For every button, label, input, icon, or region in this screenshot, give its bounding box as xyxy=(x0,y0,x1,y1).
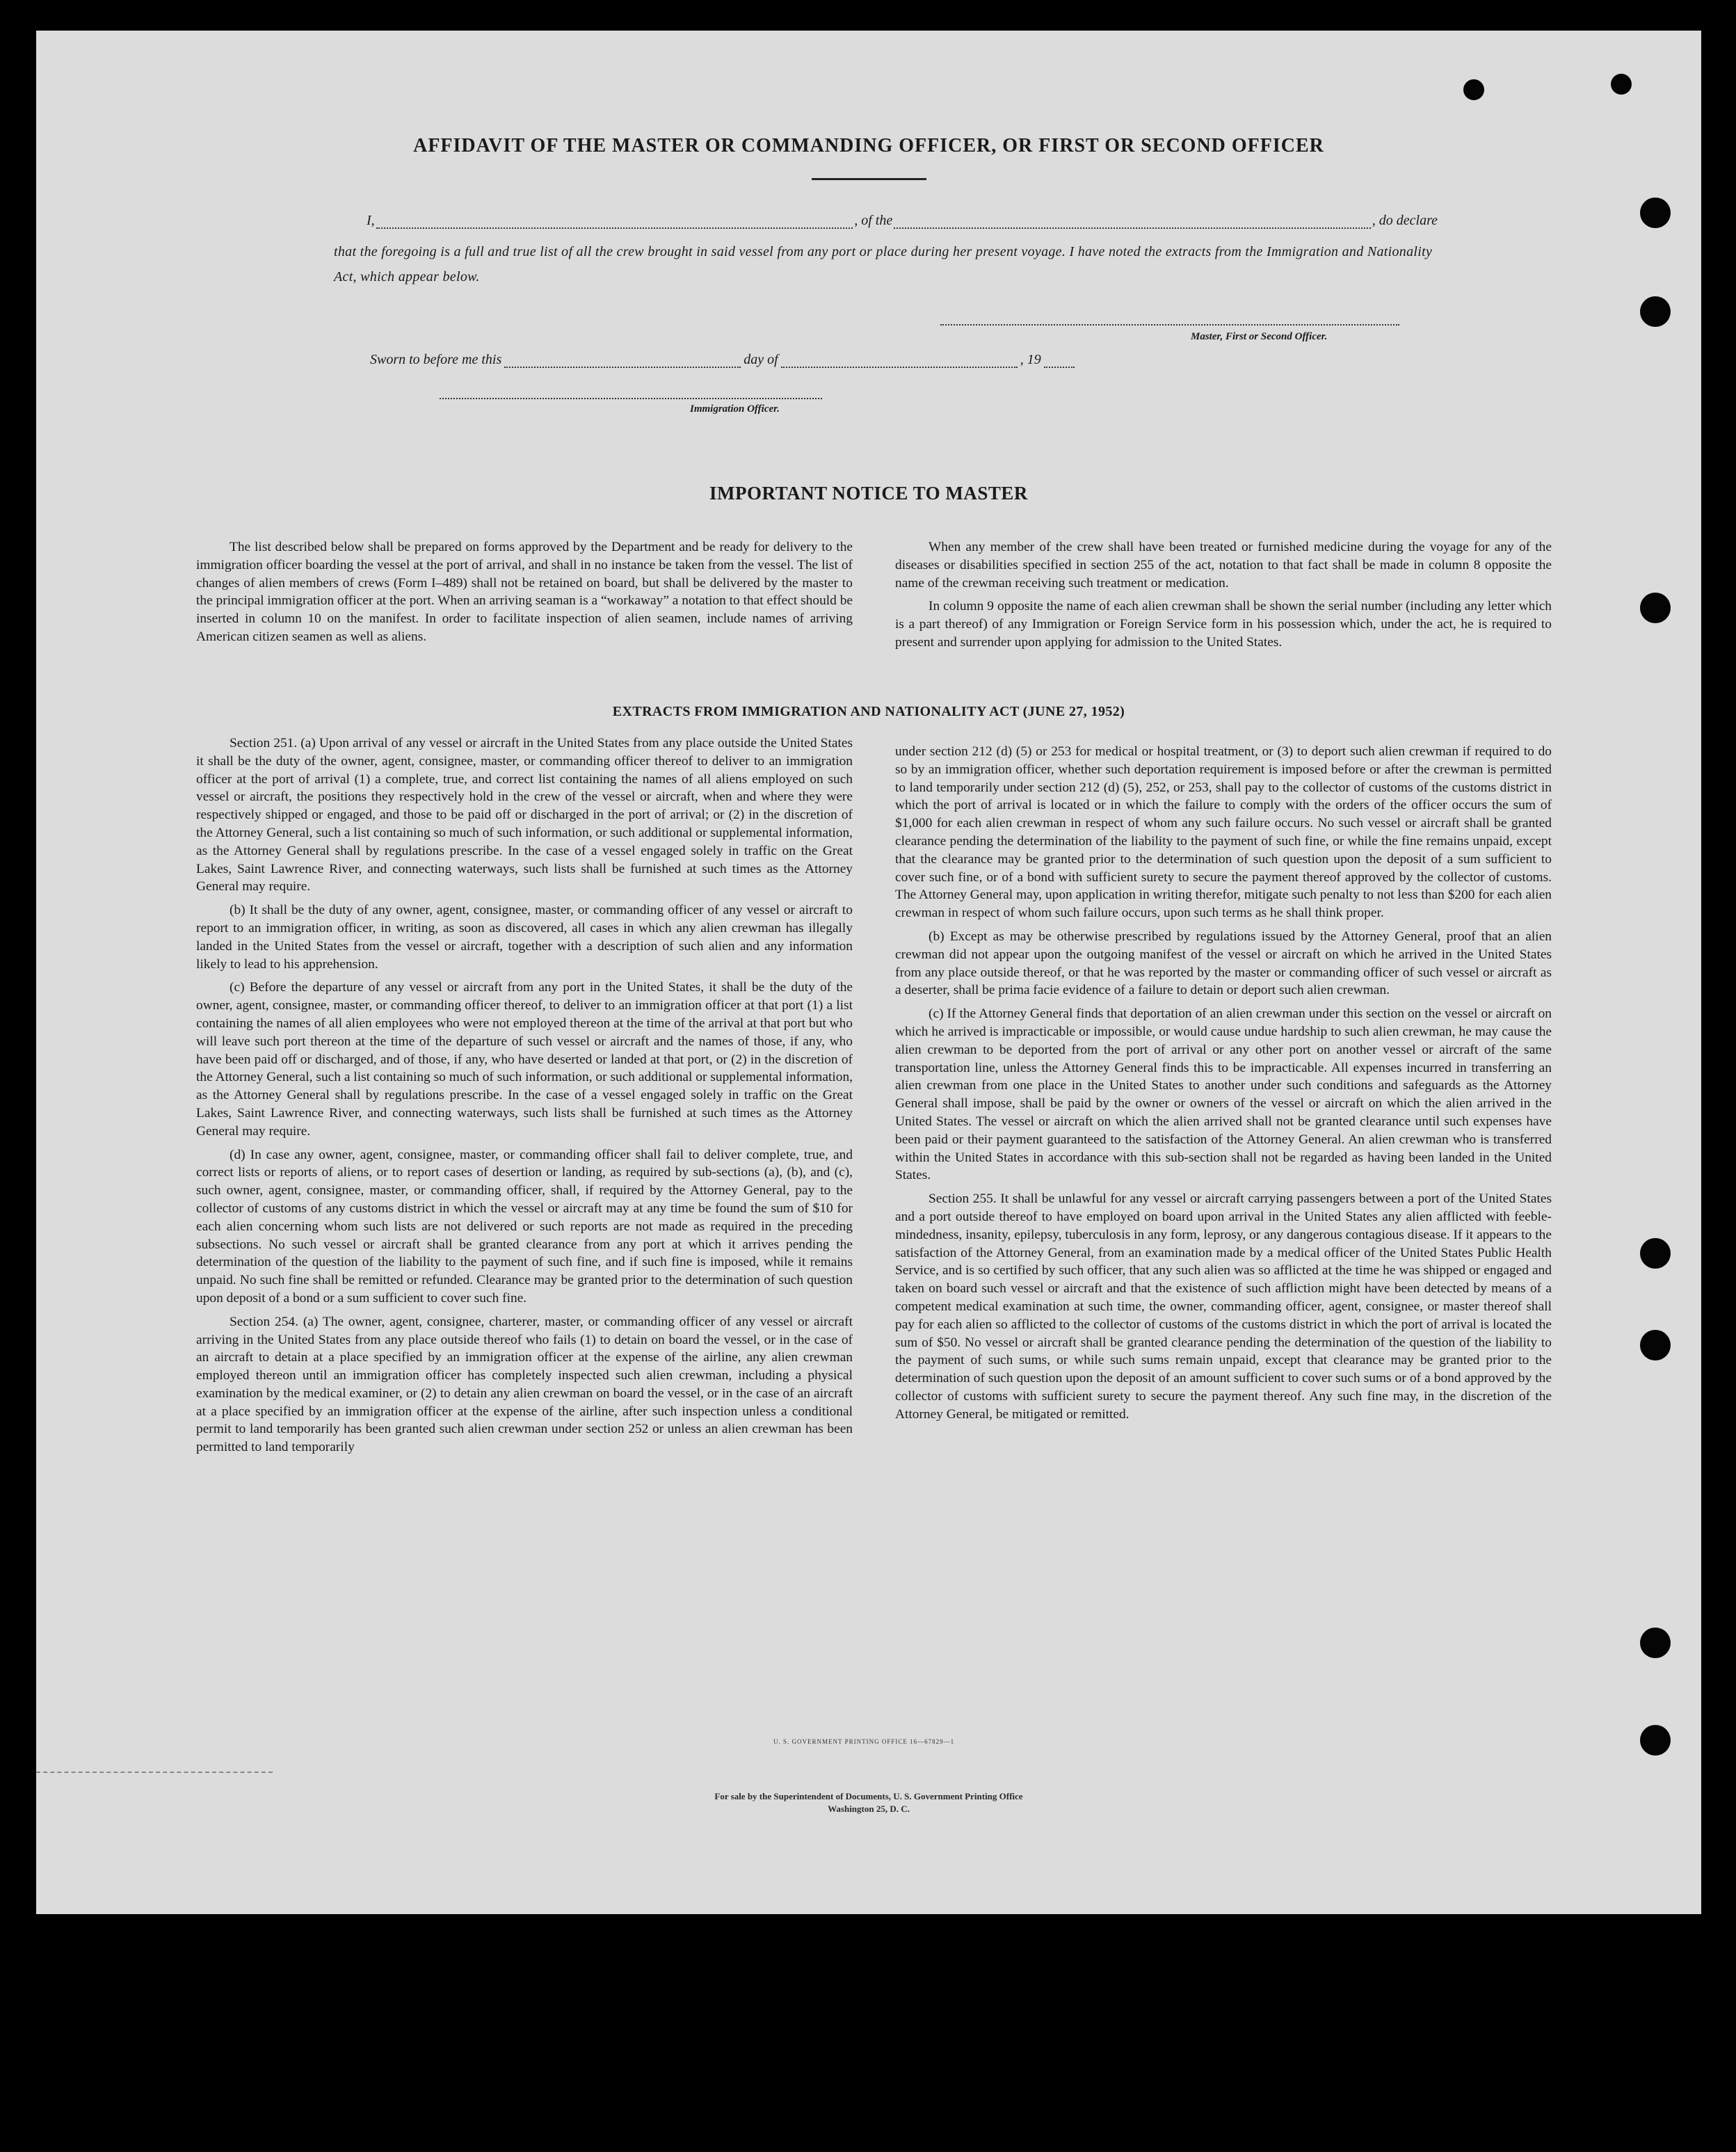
declaration-do-declare: , do declare xyxy=(1372,213,1438,228)
notice-right-column xyxy=(895,538,1552,657)
punch-hole xyxy=(1640,593,1671,623)
section-254-a: Section 254. (a) The owner, agent, consignee, charterer, master, or commanding officer of any vessel or aircraft arriving in the United States from any place outside thereof who fails (1) to detain on board the vessel, or in the case of an aircraft to detain at a place specified by an immigration officer at the expense of the airline, any alien crewman employed thereon until an immigration officer has completely inspected such alien crewman, including a physical examination by the medical examiner, or (2) to detain any alien crewman on board the vessel, or in the case of an aircraft at a place specified by an immigration officer at the expense of the airline, after such inspection unless a conditional permit to land temporarily has been granted such alien crewman under section 252 or unless an alien crewman has been permitted to land temporarily xyxy=(196,1314,853,1455)
gpo-imprint: U. S. GOVERNMENT PRINTING OFFICE 16—67829—1 xyxy=(773,1738,955,1745)
sworn-month-blank xyxy=(781,355,1018,368)
document-page xyxy=(36,31,1701,1914)
section-254-c: (c) If the Attorney General finds that deportation of an alien crewman under this section on the vessel or aircraft on which he arrived is impracticable or impossible, or would cause undue hardship to such alien crewman, he may cause the alien crewman to be deported from the port of arrival or any other port on another vessel or aircraft of the same transportation line, unless the Attorney General finds this to be impracticable. All expenses incurred in transferring an alien crewman from one place in the United States to another under such conditions and safeguards as the Attorney General shall impose, shall be paid by the owner or owners of the vessel or aircraft on which the alien arrived in the United States. The vessel or aircraft on which the alien arrived shall not be granted clearance until such expenses have been paid or their payment guaranteed to the satisfaction of the Attorney General. An alien crewman who is transferred within the United States in accordance with this sub-section shall not be regarded as having been landed in the United States. xyxy=(895,1006,1552,1183)
section-251-b: (b) It shall be the duty of any owner, agent, consignee, master, or commanding officer of any vessel or aircraft to report to an immigration officer, in writing, as soon as discovered, all cases in which any alien crewman has illegally landed in the United States from the vessel or aircraft, together with a description of such alien and any information likely to lead to his apprehension. xyxy=(196,903,853,972)
section-251-c: (c) Before the departure of any vessel or aircraft from any port in the United States, it shall be the duty of the owner, agent, consignee, master, or commanding officer thereof, to deliver to an immigration officer at that port (1) a list containing the names of all alien employees who were not employed thereon at the time of the arrival at that port but who will leave such port thereon at the time of the departure of such vessel or aircraft and the names of those, if any, who have been paid off or discharged, and of those, if any, who have deserted or landed at that port, or (2) in the discretion of the Attorney General, such a list containing so much of such information, or such additional or supplemental information, as the Attorney General shall by regulations prescribe. In the case of a vessel engaged solely in traffic on the Great Lakes, Saint Lawrence River, and connecting waterways, such lists shall be furnished at such times as the Attorney General may require. xyxy=(196,980,853,1139)
notice-left-column xyxy=(196,538,853,652)
punch-hole xyxy=(1463,79,1484,100)
notice-title: IMPORTANT NOTICE TO MASTER xyxy=(709,483,1028,504)
footer-line-2: Washington 25, D. C. xyxy=(828,1804,910,1814)
punch-hole xyxy=(1640,1238,1671,1269)
extracts-right-column xyxy=(895,743,1552,1429)
title-rule xyxy=(812,178,926,180)
punch-hole xyxy=(1611,74,1632,95)
punch-hole xyxy=(1640,198,1671,228)
vessel-blank xyxy=(894,216,1371,229)
name-blank xyxy=(376,216,853,229)
section-251-d: (d) In case any owner, agent, consignee, master, or commanding officer shall fail to deliver complete, true, and correct lists or reports of aliens, or to report cases of desertion or landing, as required by sub-sections (a), (b), and (c), such owner, agent, consignee, master, or commanding officer, shall, if required by the Attorney General, pay to the collector of customs of any customs district in which the vessel or aircraft may at any time be found the sum of $10 for each alien concerning whom such lists are not delivered or such reports are not made as required in the preceding subsections. No such vessel or aircraft shall be granted clearance from any port at which it arrives pending the determination of the question of the liability to the payment of such fine, and if such fine is imposed, while it remains unpaid. No such fine shall be remitted or refunded. Clearance may be granted prior to the determination of such question upon deposit of a bond or a sum sufficient to cover such fine. xyxy=(196,1147,853,1306)
punch-hole xyxy=(1640,1628,1671,1658)
section-254-a-continued: under section 212 (d) (5) or 253 for medical or hospital treatment, or (3) to deport such alien crewman if required to do so by an immigration officer, whether such deportation requirement is imposed before or after the crewman is permitted to land temporarily under section 212 (d) (5), 252, or 253, shall pay to the collector of customs of the customs district in which the port of arrival is located or in which the failure to comply with the orders of the officer occurs the sum of $1,000 for each alien crewman in respect of whom any such failure occurs. No such vessel or aircraft shall be granted clearance pending the determination of the liability to the payment of such fine, or while the fine remains unpaid, except that the clearance may be granted prior to the determination of such question upon the deposit of a sum sufficient to cover such fine, or of a bond with sufficient surety to secure the payment thereof approved by the collector of customs. The Attorney General may, upon application in writing therefor, mitigate such penalty to not less than $200 for each alien crewman in respect of whom such failure occurs, upon such terms as he shall think proper. xyxy=(895,744,1552,921)
footer-line-1: For sale by the Superintendent of Documents, U. S. Government Printing Office xyxy=(714,1791,1023,1801)
immigration-signature-caption: Immigration Officer. xyxy=(690,403,780,415)
immigration-signature-line xyxy=(440,398,822,399)
punch-hole xyxy=(1640,1725,1671,1756)
master-signature-caption: Master, First or Second Officer. xyxy=(1191,331,1328,342)
scan-artifact-line xyxy=(36,1772,273,1773)
section-251-a: Section 251. (a) Upon arrival of any vessel or aircraft in the United States from any place outside the United States it shall be the duty of the owner, agent, consignee, master, or commanding officer thereof to deliver to an immigration officer at the port of arrival (1) a complete, true, and correct list containing the names of all aliens employed on such vessel or aircraft, the positions they respectively hold in the crew of the vessel or aircraft, when and where they were respectively shipped or engaged, and those to be paid off or discharged in the port of arrival; or (2) in the discretion of the Attorney General, such a list containing so much of such information, or such additional or supplemental information, as the Attorney General shall by regulations prescribe. In the case of a vessel engaged solely in traffic on the Great Lakes, Saint Lawrence River, and connecting waterways, such lists shall be furnished at such times as the Attorney General may require. xyxy=(196,736,853,894)
declaration-of-the: , of the xyxy=(854,213,893,228)
notice-paragraph: The list described below shall be prepared on forms approved by the Department and be ready for delivery to the immigration officer boarding the vessel at the port of arrival, and shall in no instance be taken from the vessel. The list of changes of alien members of crews (Form I–489) shall not be retained on board, but shall be delivered by the master to the principal immigration officer at the port. When an arriving seaman is a “workaway” a notation to that effect should be inserted in column 10 on the manifest. In order to facilitate inspection of alien seamen, include names of arriving American citizen seamen as well as aliens. xyxy=(196,540,853,644)
notice-paragraph: When any member of the crew shall have been treated or furnished medicine during the voyage for any of the diseases or disabilities specified in section 255 of the act, notation to that fact shall be made in column 8 opposite the name of the crewman receiving such treatment or medication. xyxy=(895,540,1552,591)
punch-hole xyxy=(1640,1330,1671,1360)
declaration-statement: that the foregoing is a full and true list of all the crew brought in said vessel from any port or place during her present voyage. I have noted the extracts from the Immigration and Nationality Act, which appear below. xyxy=(334,244,1433,284)
master-signature-line xyxy=(940,324,1399,326)
notice-paragraph: In column 9 opposite the name of each alien crewman shall be shown the serial number (including any letter which is a part thereof) of any Immigration or Foreign Service form in his possession which, under the act, he is required to present and surrender upon applying for admission to the United States. xyxy=(895,599,1552,650)
affidavit-title: AFFIDAVIT OF THE MASTER OR COMMANDING OFFICER, OR FIRST OR SECOND OFFICER xyxy=(413,135,1324,156)
sworn-year-blank xyxy=(1044,355,1075,368)
sworn-day-blank xyxy=(504,355,741,368)
punch-hole xyxy=(1640,296,1671,327)
sworn-line xyxy=(370,352,1205,368)
sworn-prefix: Sworn to before me this xyxy=(370,352,502,367)
section-255: Section 255. It shall be unlawful for any vessel or aircraft carrying passengers between a port of the United States and a port outside thereof to have employed on board upon arrival in the United States any alien afflicted with feeble-mindedness, insanity, epilepsy, tuberculosis in any form, leprosy, or any dangerous contagious disease. If it appears to the satisfaction of the Attorney General, from an examination made by a medical officer of the United States Public Health Service, and is so certified by such officer, that any such alien was so afflicted at the time he was shipped or engaged and taken on board such vessel or aircraft and that the existence of such affliction might have been detected by means of a competent medical examination at such time, the owner, commanding officer, agent, consignee, or master thereof shall pay for each alien so afflicted to the collector of customs of the customs district in which the port of arrival is located the sum of $50. No vessel or aircraft shall be granted clearance pending the determination of the question of the liability to the payment of such sums, or while such sums remain unpaid, except that clearance may be granted prior to the determination of such question upon the deposit of an amount sufficient to cover such sums or of a bond approved by the collector of customs with sufficient surety to secure the payment thereof. Any such fine may, in the discretion of the Attorney General, be mitigated or remitted. xyxy=(895,1191,1552,1422)
declaration-i: I, xyxy=(367,213,375,228)
section-254-b: (b) Except as may be otherwise prescribed by regulations issued by the Attorney General, proof that an alien crewman did not appear upon the outgoing manifest of the vessel or aircraft on which he arrived in the United States from any place outside thereof, or that he was reported by the master or commanding officer of such vessel or aircraft as a deserter, shall be prima facie evidence of a failure to detain or deport such alien crewman. xyxy=(895,929,1552,998)
sworn-year: , 19 xyxy=(1020,352,1041,367)
declaration-line xyxy=(367,213,1438,229)
sworn-day-of: day of xyxy=(744,352,778,367)
footer xyxy=(36,1790,1701,1815)
extracts-title: EXTRACTS FROM IMMIGRATION AND NATIONALITY ACT (JUNE 27, 1952) xyxy=(612,704,1125,719)
extracts-left-column xyxy=(196,734,853,1462)
